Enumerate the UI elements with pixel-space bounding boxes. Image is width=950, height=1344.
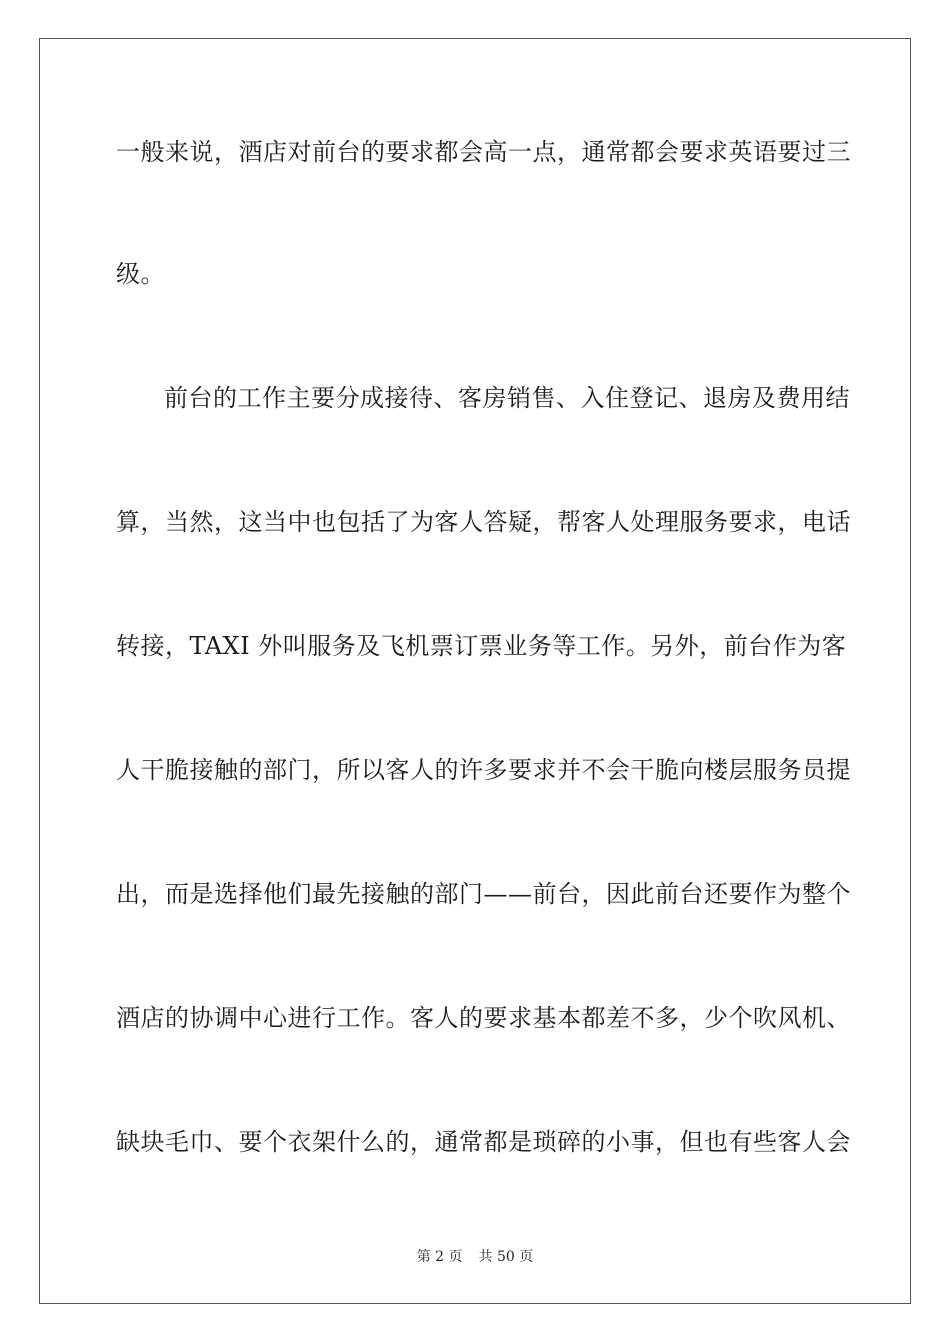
text-line: 缺块毛巾、要个衣架什么的，通常都是琐碎的小事，但也有些客人会 [116, 1128, 851, 1156]
page-number: 第 2 页 [416, 1249, 463, 1265]
text-line: 级。 [116, 260, 165, 288]
text-line: 酒店的协调中心进行工作。客人的要求基本都差不多，少个吹风机、 [116, 1004, 851, 1032]
text-line: 算，当然，这当中也包括了为客人答疑，帮客人处理服务要求，电话 [116, 508, 851, 536]
page-total: 共 50 页 [478, 1249, 534, 1265]
text-line: 出，而是选择他们最先接触的部门——前台，因此前台还要作为整个 [116, 880, 851, 908]
text-line: 一般来说，酒店对前台的要求都会高一点，通常都会要求英语要过三 [116, 138, 851, 166]
text-line: 转接，TAXI 外叫服务及飞机票订票业务等工作。另外，前台作为客 [116, 632, 847, 660]
page-frame [39, 38, 911, 1304]
text-line: 人干脆接触的部门，所以客人的许多要求并不会干脆向楼层服务员提 [116, 756, 851, 784]
page-footer [0, 1248, 950, 1266]
text-line: 前台的工作主要分成接待、客房销售、入住登记、退房及费用结 [164, 384, 850, 412]
